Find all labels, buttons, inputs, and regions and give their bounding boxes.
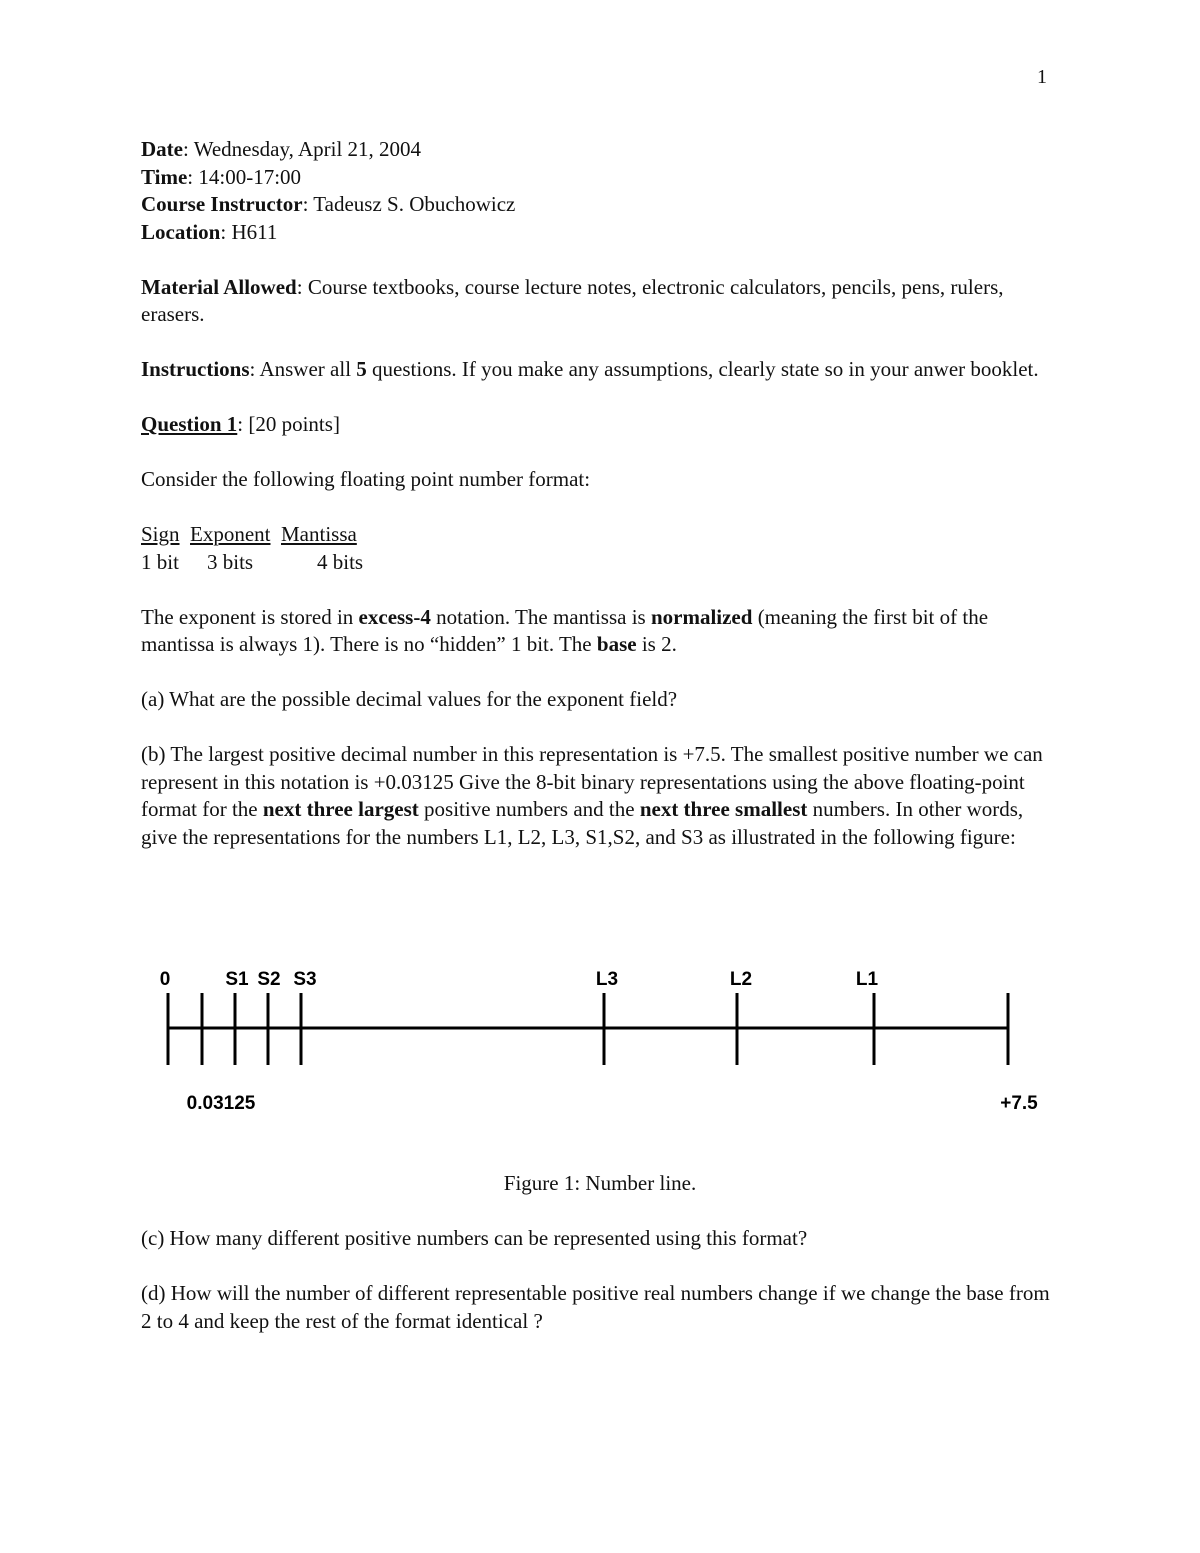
label-l1: L1	[855, 969, 879, 990]
format-header: Sign	[141, 522, 180, 546]
part-b-text: positive numbers and the	[418, 797, 640, 821]
instructions-paragraph: Instructions: Answer all 5 questions. If you make any assumptions, clearly state so in your anwer booklet.	[141, 357, 1039, 381]
label-l3: L3	[595, 969, 619, 990]
instructor-value: Tadeusz S. Obuchowicz	[313, 192, 516, 216]
format-header: Exponent	[190, 522, 271, 546]
desc-text: notation. The mantissa is	[430, 604, 651, 629]
time-value: 14:00-17:00	[198, 164, 302, 189]
remaining-parts	[141, 1225, 1061, 1363]
time-label: Time	[141, 164, 188, 189]
figure-caption: Figure 1: Number line.	[503, 1171, 697, 1195]
format-header-row	[141, 521, 1061, 549]
question-label: Question 1	[141, 412, 238, 436]
format-bits: 4 bits	[317, 549, 364, 574]
desc-normalized: normalized	[650, 604, 753, 629]
part-b-next-smallest: next three smallest	[639, 797, 808, 821]
label-s1: S1	[225, 969, 249, 990]
label-s2: S2	[257, 969, 281, 990]
format-description	[141, 604, 1061, 659]
part-d: (d) How will the number of different representable positive real numbers change if we change the base from 2 to 4 and keep the rest of the format identical ?	[141, 1281, 1050, 1333]
label-max-value: +7.5	[1000, 1093, 1038, 1114]
format-bits-row	[141, 549, 1061, 577]
label-zero: 0	[159, 969, 171, 990]
label-l2: L2	[729, 969, 753, 990]
format-bits: 1 bit	[141, 549, 179, 574]
question-heading: Question 1: [20 points]	[141, 412, 340, 436]
label-s3: S3	[293, 969, 317, 990]
instructions-text-b: questions. If you make any assumptions, clearly state so in your anwer booklet.	[366, 357, 1039, 381]
date-label: Date	[141, 137, 183, 161]
format-bits: 3 bits	[207, 549, 254, 574]
format-header: Mantissa	[281, 522, 357, 546]
desc-text: (meaning the first bit of the mantissa is always 1). There is no “hidden” 1 bit. The	[141, 604, 989, 656]
page-number: 1	[1037, 66, 1047, 88]
question-intro: Consider the following floating point number format:	[141, 467, 591, 491]
instructor-label: Course Instructor	[141, 192, 303, 216]
material-label: Material Allowed	[141, 274, 297, 299]
instructions-label: Instructions	[141, 357, 250, 381]
desc-text: The exponent is stored in	[141, 604, 359, 629]
location-label: Location	[141, 219, 221, 244]
date-line: Date: Wednesday, April 21, 2004	[141, 137, 422, 161]
material-text: Course textbooks, course lecture notes, electronic calculators, pencils, pens, rulers, erasers.	[141, 274, 1004, 326]
instructions-text-a: Answer all	[259, 357, 357, 381]
number-line-figure	[141, 955, 1061, 1125]
number-line-svg	[141, 955, 1061, 1125]
question-count: 5	[356, 357, 367, 381]
desc-text: is 2.	[636, 632, 677, 656]
exam-body	[141, 136, 1061, 879]
desc-excess: excess-4	[358, 604, 431, 629]
date-value: Wednesday, April 21, 2004	[193, 137, 422, 161]
question-points: [20 points]	[248, 412, 340, 436]
location-line: Location: H611	[141, 219, 278, 244]
instructor-line: Course Instructor: Tadeusz S. Obuchowicz	[141, 192, 516, 216]
part-b-text: numbers. In other words, give the representations for the numbers L1, L2, L3, S1,S2, and S3 as illustrated in the following figure:	[141, 797, 1024, 849]
label-min-value: 0.03125	[186, 1093, 256, 1114]
time-line: Time: 14:00-17:00	[141, 164, 302, 189]
location-value: H611	[231, 219, 278, 244]
part-b-next-largest: next three largest	[262, 797, 419, 821]
desc-base: base	[596, 632, 637, 656]
part-b	[141, 741, 1061, 851]
material-paragraph: Material Allowed: Course textbooks, course lecture notes, electronic calculators, pencils, pens, rulers, erasers.	[141, 274, 1004, 326]
part-b-text: (b) The largest positive decimal number in this representation is +7.5. The smallest positive number we can represent in this notation is +0.03125 Give the 8-bit binary representations using the above floating-point format for the	[141, 742, 1043, 821]
part-a: (a) What are the possible decimal values for the exponent field?	[141, 687, 678, 711]
part-c: (c) How many different positive numbers can be represented using this format?	[141, 1226, 808, 1250]
